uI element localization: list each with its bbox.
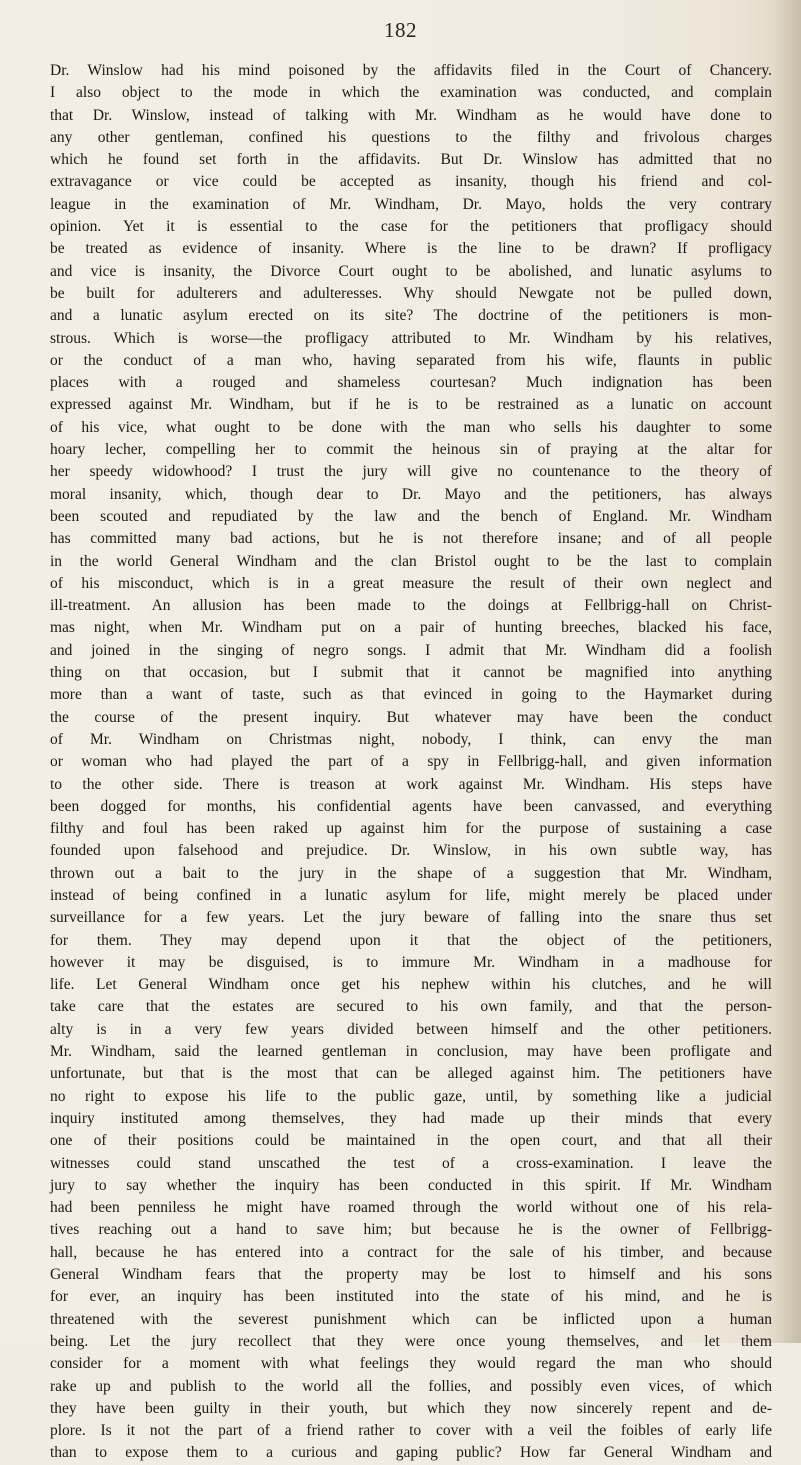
- text-line: extravagance or vice could be accepted as insanity, though his friend and col-: [50, 173, 772, 191]
- text-line: been scouted and repudiated by the law and the bench of England. Mr. Windham: [50, 507, 772, 525]
- text-line: threatened with the severest punishment which can be inflicted upon a human: [50, 1310, 772, 1328]
- text-line: rake up and publish to the world all the follies, and possibly even vices, of which: [50, 1377, 772, 1395]
- text-line: been dogged for months, his confidential agents have been canvassed, and everything: [50, 797, 772, 815]
- text-line: life. Let General Windham once get his nephew within his clutches, and he will: [50, 976, 772, 994]
- text-line: no right to expose his life to the public gaze, until, by something like a judicial: [50, 1087, 772, 1105]
- text-line: to the other side. There is treason at work against Mr. Windham. His steps have: [50, 775, 772, 793]
- text-line: and joined in the singing of negro songs. I admit that Mr. Windham did a foolish: [50, 641, 772, 659]
- text-line: witnesses could stand unscathed the test of a cross-examination. I leave the: [50, 1154, 772, 1172]
- text-line: more than a want of taste, such as that evinced in going to the Haymarket during: [50, 686, 772, 704]
- text-line: in the world General Windham and the clan Bristol ought to be the last to complain: [50, 552, 772, 570]
- text-line: of Mr. Windham on Christmas night, nobody, I think, can envy the man: [50, 730, 772, 748]
- text-line: any other gentleman, confined his questions to the filthy and frivolous charges: [50, 128, 772, 146]
- text-line: opinion. Yet it is essential to the case for the petitioners that profligacy should: [50, 218, 772, 236]
- text-line: being. Let the jury recollect that they were once young themselves, and let them: [50, 1332, 772, 1350]
- text-line: tives reaching out a hand to save him; but because he is the owner of Fellbrigg-: [50, 1221, 772, 1239]
- text-line: and a lunatic asylum erected on its site? The doctrine of the petitioners is mon-: [50, 307, 772, 325]
- text-line: be treated as evidence of insanity. Where is the line to be drawn? If profligacy: [50, 240, 772, 258]
- text-line: that Dr. Winslow, instead of talking with Mr. Windham as he would have done to: [50, 106, 772, 124]
- text-line: I also object to the mode in which the examination was conducted, and complain: [50, 84, 772, 102]
- text-line: be built for adulterers and adulteresses. Why should Newgate not be pulled down,: [50, 284, 772, 302]
- text-line: alty is in a very few years divided between himself and the other petitioners.: [50, 1020, 772, 1038]
- text-line: places with a rouged and shameless courtesan? Much indignation has been: [50, 374, 772, 392]
- text-line: plore. Is it not the part of a friend rather to cover with a veil the foibles of early life: [50, 1422, 772, 1440]
- text-line: thrown out a bait to the jury in the shape of a suggestion that Mr. Windham,: [50, 864, 772, 882]
- text-line: hoary lecher, compelling her to commit the heinous sin of praying at the altar for: [50, 441, 772, 459]
- text-line: for them. They may depend upon it that the object of the petitioners,: [50, 931, 772, 949]
- text-line: one of their positions could be maintained in the open court, and that all their: [50, 1132, 772, 1150]
- text-line: thing on that occasion, but I submit that it cannot be magnified into anything: [50, 664, 772, 682]
- text-line: filthy and foul has been raked up against him for the purpose of sustaining a case: [50, 820, 772, 838]
- text-line: moral insanity, which, though dear to Dr. Mayo and the petitioners, has always: [50, 485, 772, 503]
- text-line: which he found set forth in the affidavits. But Dr. Winslow has admitted that no: [50, 151, 772, 169]
- text-line: hall, because he has entered into a contract for the sale of his timber, and because: [50, 1243, 772, 1261]
- text-line: and vice is insanity, the Divorce Court ought to be abolished, and lunatic asylums to: [50, 262, 772, 280]
- text-line: consider for a moment with what feelings they would regard the man who should: [50, 1355, 772, 1373]
- text-line: for ever, an inquiry has been instituted into the state of his mind, and he is: [50, 1288, 772, 1306]
- page-number: 182: [384, 18, 417, 42]
- text-line: had been penniless he might have roamed through the world without one of his rela-: [50, 1199, 772, 1217]
- text-line: inquiry instituted among themselves, they had made up their minds that every: [50, 1109, 772, 1127]
- text-line: the course of the present inquiry. But whatever may have been the conduct: [50, 708, 772, 726]
- text-line: of his misconduct, which is in a great measure the result of their own neglect and: [50, 574, 772, 592]
- text-line: expressed against Mr. Windham, but if he is to be restrained as a lunatic on account: [50, 396, 772, 414]
- text-line: instead of being confined in a lunatic asylum for life, might merely be placed under: [50, 886, 772, 904]
- text-line: surveillance for a few years. Let the jury beware of falling into the snare thus set: [50, 909, 772, 927]
- text-line: Mr. Windham, said the learned gentleman in conclusion, may have been profligate and: [50, 1043, 772, 1061]
- page-edge-shadow: [773, 0, 801, 1343]
- text-line: strous. Which is worse—the profligacy attributed to Mr. Windham by his relatives,: [50, 329, 772, 347]
- text-line: they have been guilty in their youth, but which they now sincerely repent and de-: [50, 1399, 772, 1417]
- text-line: of his vice, what ought to be done with the man who sells his daughter to some: [50, 418, 772, 436]
- text-line: or woman who had played the part of a spy in Fellbrigg-hall, and given information: [50, 753, 772, 771]
- text-line: ill-treatment. An allusion has been made to the doings at Fellbrigg-hall on Christ-: [50, 597, 772, 615]
- text-line: Dr. Winslow had his mind poisoned by the affidavits filed in the Court of Chancery.: [50, 62, 772, 79]
- text-line: General Windham fears that the property may be lost to himself and his sons: [50, 1266, 772, 1284]
- text-line: her speedy widowhood? I trust the jury will give no countenance to the theory of: [50, 463, 772, 481]
- text-line: founded upon falsehood and prejudice. Dr. Winslow, in his own subtle way, has: [50, 842, 772, 860]
- text-line: or the conduct of a man who, having separated from his wife, flaunts in public: [50, 351, 772, 369]
- text-line: however it may be disguised, is to immure Mr. Windham in a madhouse for: [50, 953, 772, 971]
- text-line: has committed many bad actions, but he is not therefore insane; and of all people: [50, 530, 772, 548]
- text-line: unfortunate, but that is the most that can be alleged against him. The petitioners have: [50, 1065, 772, 1083]
- text-line: take care that the estates are secured to his own family, and that the person-: [50, 998, 772, 1016]
- body-text: [50, 60, 772, 1465]
- text-line: mas night, when Mr. Windham put on a pair of hunting breeches, blacked his face,: [50, 619, 772, 637]
- text-line: league in the examination of Mr. Windham, Dr. Mayo, holds the very contrary: [50, 195, 772, 213]
- text-line: jury to say whether the inquiry has been conducted in this spirit. If Mr. Windham: [50, 1176, 772, 1194]
- text-line: than to expose them to a curious and gaping public? How far General Windham and: [50, 1444, 772, 1462]
